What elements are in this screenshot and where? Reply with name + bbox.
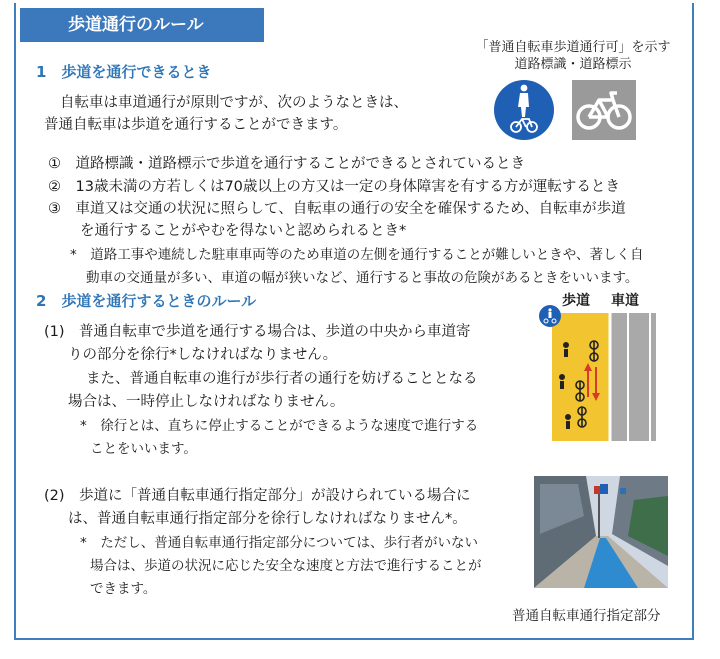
photo-caption: 普通自転車通行指定部分 <box>512 608 661 624</box>
sidewalk-diagram <box>538 305 656 445</box>
section1-note-line2: 動車の交通量が多い、車道の幅が狭いなど、通行すると事故の危険があるときをいいます。 <box>86 270 639 286</box>
section2-heading: 2 歩道を通行するときのルール <box>36 292 257 310</box>
pedestrian-bicycle-sign-icon <box>539 305 561 327</box>
bicycle-lane-photo <box>534 476 668 588</box>
section1-note-line1: * 道路工事や連続した駐車車両等のため車道の左側を通行することが難しいときや、著しく自 <box>70 247 644 263</box>
rule1-line1: (1) 普通自転車で歩道を通行する場合は、歩道の中央から車道寄 <box>44 324 471 340</box>
lane-label-sidewalk: 歩道 <box>562 293 590 309</box>
bicycle-road-marking-icon <box>572 80 636 140</box>
rule2-note-line1: * ただし、普通自転車通行指定部分については、歩行者がいない <box>80 535 478 551</box>
bicycle-icon <box>572 80 636 140</box>
section1-item-3-cont: を通行することがやむを得ないと認められるとき* <box>80 223 407 239</box>
lane-label-roadway: 車道 <box>611 293 639 309</box>
rule2-line2: は、普通自転車通行指定部分を徐行しなければなりません*。 <box>68 511 467 527</box>
rule2-note-line2: 場合は、歩道の状況に応じた安全な速度と方法で進行することが <box>90 558 482 574</box>
section1-item-3: ③ 車道又は交通の状況に照らして、自転車の通行の安全を確保するため、自転車が歩道 <box>48 201 626 217</box>
pedestrian-bicycle-sign-icon <box>491 77 557 143</box>
rule2-line1: (2) 歩道に「普通自転車通行指定部分」が設けられている場合に <box>44 488 471 504</box>
rule2-note-line3: できます。 <box>90 581 157 597</box>
section1-intro-line1: 自転車は車道通行が原則ですが、次のようなときは、 <box>60 95 408 111</box>
sign-caption-line2: 道路標識・道路標示 <box>514 57 632 72</box>
sign-caption-line1: 「普通自転車歩道通行可」を示す <box>475 40 671 55</box>
section1-heading: 1 歩道を通行できるとき <box>36 63 212 81</box>
section1-item-2: ② 13歳未満の方若しくは70歳以上の方又は一定の身体障害を有する方が運転するとき <box>48 179 620 195</box>
rule1-note-line1: * 徐行とは、直ちに停止することができるような速度で進行する <box>80 418 479 434</box>
rule1-line3: また、普通自転車の進行が歩行者の通行を妨げることとなる <box>86 371 478 387</box>
section1-intro-line2: 普通自転車は歩道を通行することができます。 <box>44 117 348 133</box>
section1-item-1: ① 道路標識・道路標示で歩道を通行することができるとされているとき <box>48 156 525 172</box>
page-title: 歩道通行のルール <box>20 8 264 42</box>
rule1-note-line2: ことをいいます。 <box>90 441 197 457</box>
rule1-line2: りの部分を徐行*しなければなりません。 <box>68 347 338 363</box>
rule1-line4: 場合は、一時停止しなければなりません。 <box>68 394 345 410</box>
sign-caption <box>458 39 688 73</box>
